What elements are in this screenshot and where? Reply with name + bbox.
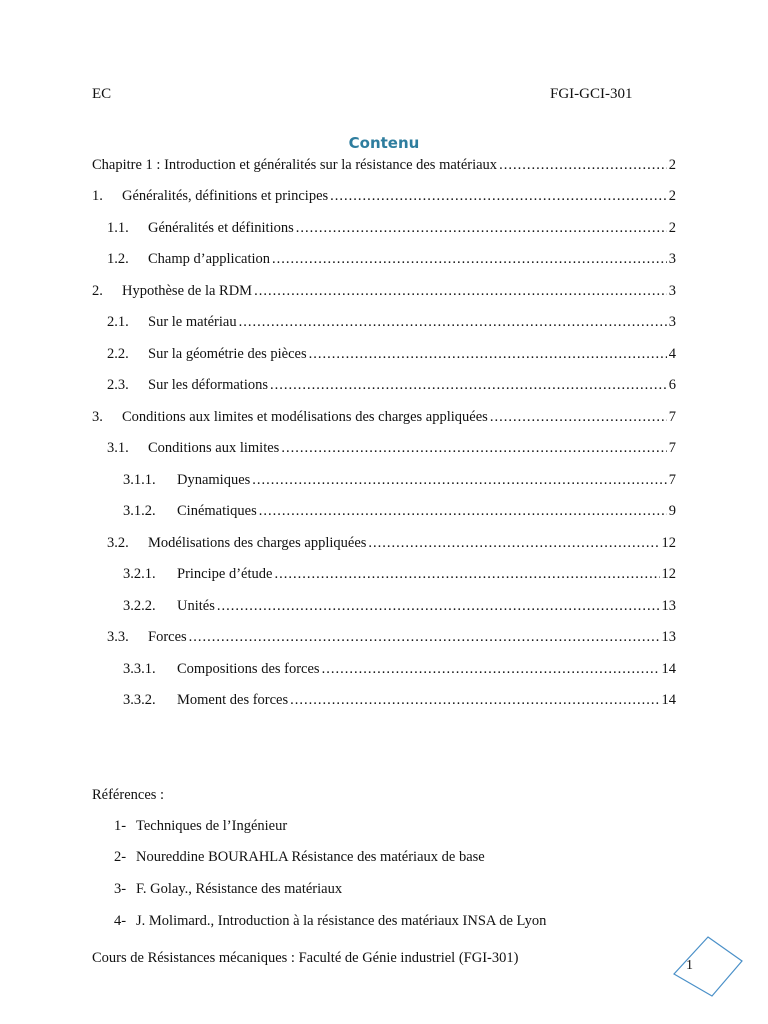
reference-text: Noureddine BOURAHLA Résistance des matériaux de base	[136, 849, 485, 865]
reference-item	[114, 849, 485, 866]
toc-entry-page: 3	[668, 314, 676, 330]
toc-entry-number: 2.3.	[107, 377, 129, 393]
toc-entry-number: 3.3.	[107, 629, 129, 645]
toc-entry[interactable]	[92, 188, 676, 208]
header-right: FGI-GCI-301	[550, 86, 633, 102]
toc-entry[interactable]	[92, 377, 676, 397]
toc-entry-page: 3	[668, 283, 676, 299]
toc-entry[interactable]	[92, 409, 676, 429]
toc-entry-number: 3.3.1.	[123, 661, 156, 677]
toc-entry[interactable]	[92, 440, 676, 460]
toc-leader-dots	[274, 566, 659, 583]
toc-entry-text: Dynamiques	[177, 472, 251, 488]
toc-leader-dots	[490, 409, 667, 426]
reference-text: Techniques de l’Ingénieur	[136, 818, 288, 834]
toc-leader-dots	[368, 535, 659, 552]
toc-entry-text: Compositions des forces	[177, 661, 320, 677]
toc-entry-number: 3.2.	[107, 535, 129, 551]
toc-entry-page: 14	[661, 661, 676, 677]
reference-number: 1-	[114, 818, 127, 834]
toc-entry-text: Moment des forces	[177, 692, 289, 708]
toc-entry[interactable]	[92, 503, 676, 523]
toc-entry-text: Sur la géométrie des pièces	[148, 346, 307, 362]
toc-entry-text: Chapitre 1 : Introduction et généralités sur la résistance des matériaux	[92, 157, 498, 173]
reference-item	[114, 913, 546, 930]
toc-leader-dots	[217, 598, 660, 615]
toc-entry[interactable]	[92, 629, 676, 649]
reference-text: J. Molimard., Introduction à la résistance des matériaux INSA de Lyon	[136, 913, 547, 929]
toc-entry-page: 12	[661, 535, 676, 551]
reference-number: 3-	[114, 881, 127, 897]
toc-leader-dots	[499, 157, 667, 174]
toc-leader-dots	[252, 472, 666, 489]
page-number: 1	[686, 958, 693, 973]
toc-entry-page: 12	[661, 566, 676, 582]
toc-leader-dots	[239, 314, 667, 331]
toc-leader-dots	[259, 503, 667, 520]
toc-entry-text: Forces	[148, 629, 187, 645]
toc-entry-text: Cinématiques	[177, 503, 257, 519]
toc-entry-page: 6	[668, 377, 676, 393]
toc-leader-dots	[254, 283, 667, 300]
toc-entry[interactable]	[92, 157, 676, 177]
toc-entry-text: Unités	[177, 598, 215, 614]
toc-entry-page: 7	[668, 409, 676, 425]
toc-entry-number: 2.2.	[107, 346, 129, 362]
toc-title: Contenu	[348, 134, 420, 152]
toc-entry-number: 3.2.2.	[123, 598, 156, 614]
toc-entry-number: 2.1.	[107, 314, 129, 330]
toc-entry[interactable]	[92, 346, 676, 366]
header-left: EC	[92, 86, 112, 102]
toc-entry-page: 7	[668, 472, 676, 488]
toc-entry[interactable]	[92, 598, 676, 618]
toc-entry-page: 13	[661, 629, 676, 645]
toc-entry-text: Généralités et définitions	[148, 220, 294, 236]
toc-entry-number: 1.1.	[107, 220, 129, 236]
toc-entry-page: 14	[661, 692, 676, 708]
reference-item	[114, 818, 287, 835]
toc-entry-page: 13	[661, 598, 676, 614]
toc-leader-dots	[309, 346, 667, 363]
toc-entry[interactable]	[92, 251, 676, 271]
page-corner-shape	[668, 936, 748, 1000]
toc-entry-number: 3.1.2.	[123, 503, 156, 519]
toc-entry-text: Modélisations des charges appliquées	[148, 535, 367, 551]
toc-entry[interactable]	[92, 472, 676, 492]
toc-entry-text: Hypothèse de la RDM	[122, 283, 253, 299]
toc-entry[interactable]	[92, 566, 676, 586]
toc-leader-dots	[290, 692, 659, 709]
toc-leader-dots	[296, 220, 667, 237]
toc-entry[interactable]	[92, 220, 676, 240]
toc-entry-page: 3	[668, 251, 676, 267]
toc-entry-text: Sur les déformations	[148, 377, 269, 393]
toc-entry-number: 2.	[92, 283, 103, 299]
references-heading: Références :	[92, 787, 165, 803]
toc-entry-text: Principe d’étude	[177, 566, 273, 582]
toc-entry[interactable]	[92, 692, 676, 712]
reference-number: 2-	[114, 849, 127, 865]
toc-leader-dots	[281, 440, 666, 457]
toc-entry-number: 3.	[92, 409, 103, 425]
toc-leader-dots	[330, 188, 667, 205]
toc-leader-dots	[322, 661, 660, 678]
toc-entry-page: 2	[668, 220, 676, 236]
toc-entry-page: 2	[668, 188, 676, 204]
toc-entry-number: 3.3.2.	[123, 692, 156, 708]
toc-entry-text: Conditions aux limites et modélisations des charges appliquées	[122, 409, 488, 425]
reference-item	[114, 881, 342, 898]
toc-entry-number: 3.1.	[107, 440, 129, 456]
toc-entry-number: 3.2.1.	[123, 566, 156, 582]
toc-entry-number: 1.	[92, 188, 103, 204]
toc-leader-dots	[272, 251, 667, 268]
toc-entry-text: Champ d’application	[148, 251, 271, 267]
toc-entry-text: Sur le matériau	[148, 314, 237, 330]
toc-entry-page: 7	[668, 440, 676, 456]
toc-entry-page: 9	[668, 503, 676, 519]
toc-entry-number: 1.2.	[107, 251, 129, 267]
toc-entry-text: Généralités, définitions et principes	[122, 188, 329, 204]
toc-entry-number: 3.1.1.	[123, 472, 156, 488]
reference-text: F. Golay., Résistance des matériaux	[136, 881, 343, 897]
toc-entry-page: 4	[668, 346, 676, 362]
toc-leader-dots	[189, 629, 660, 646]
toc-entry[interactable]	[92, 314, 676, 334]
toc-entry[interactable]	[92, 661, 676, 681]
toc-entry-text: Conditions aux limites	[148, 440, 280, 456]
toc-entry-page: 2	[668, 157, 676, 173]
toc-entry[interactable]	[92, 283, 676, 303]
reference-number: 4-	[114, 913, 127, 929]
toc-entry[interactable]	[92, 535, 676, 555]
footer-text: Cours de Résistances mécaniques : Faculté de Génie industriel (FGI-301)	[92, 950, 519, 966]
toc-leader-dots	[270, 377, 667, 394]
